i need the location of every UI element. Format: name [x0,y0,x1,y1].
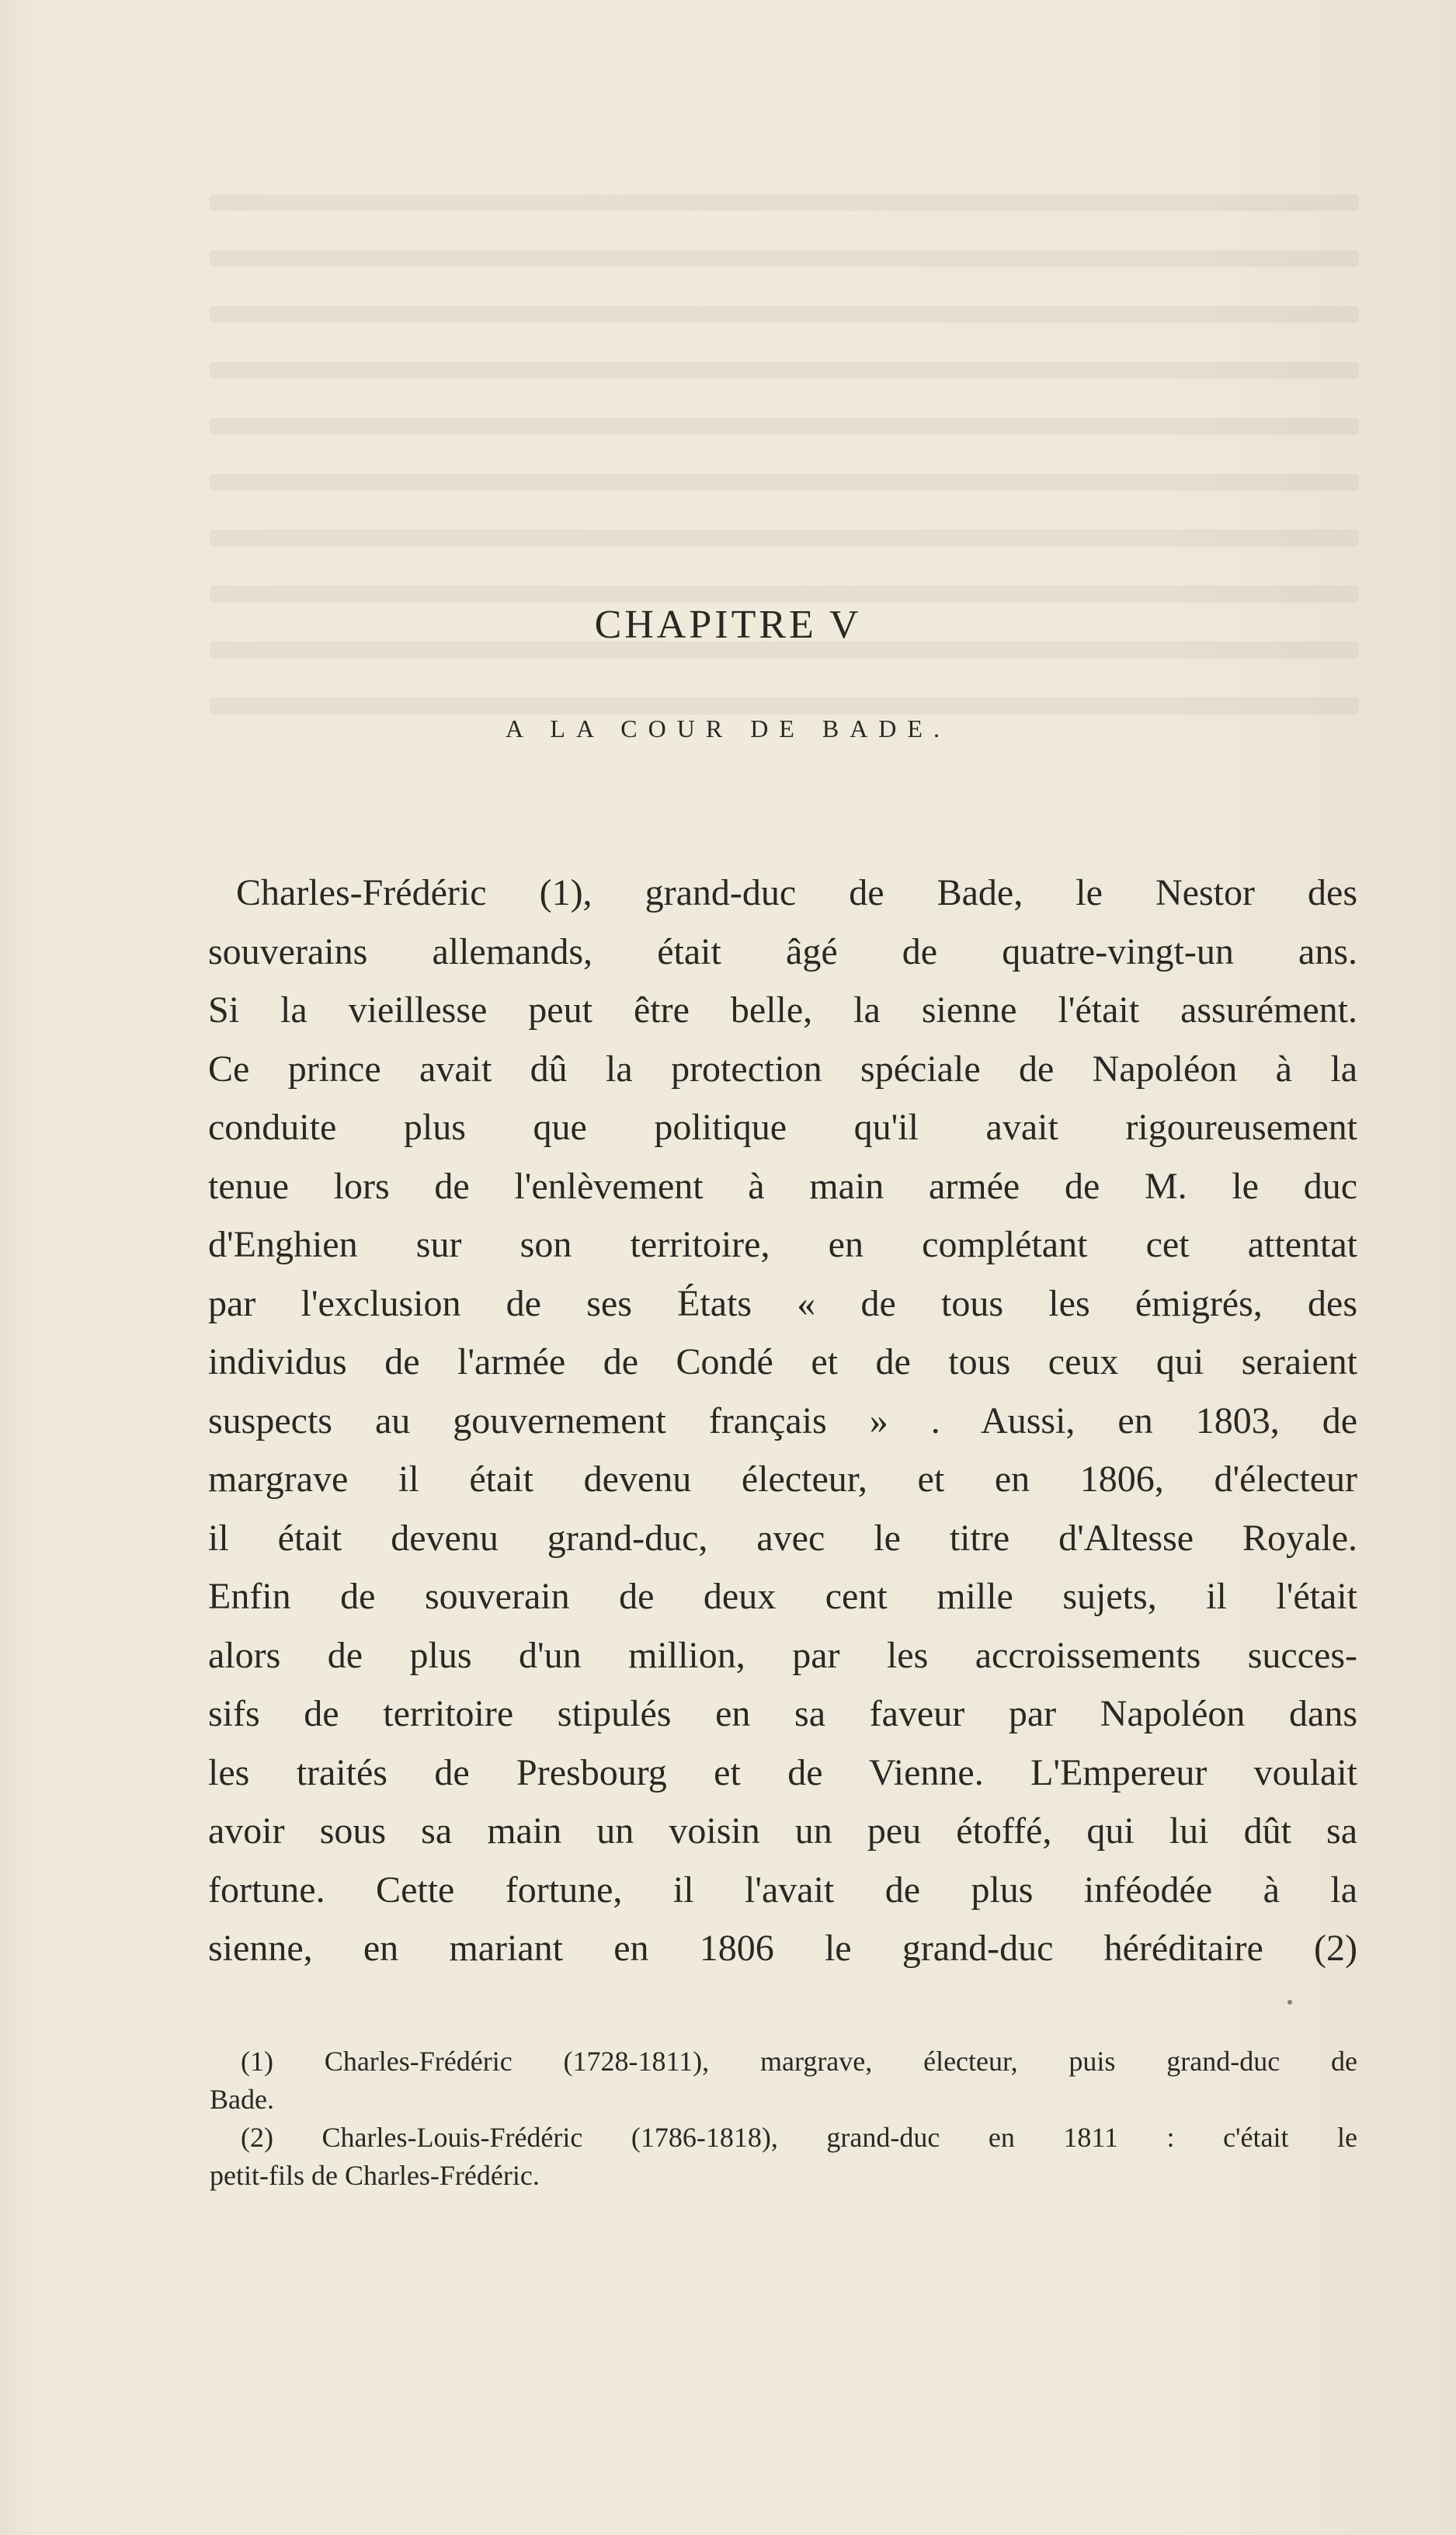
footnote-1-line: (1) Charles-Frédéric (1728-1811), margrave, électeur, puis grand-duc de [241,2046,1357,2077]
body-line: il était devenu grand-duc, avec le titre d'Altesse Royale. [208,1517,1357,1559]
body-line: par l'exclusion de ses États « de tous les émigrés, des [208,1282,1357,1324]
body-line: alors de plus d'un million, par les accroissements succes- [208,1634,1357,1676]
show-through-text [210,194,1359,784]
body-line: conduite plus que politique qu'il avait rigoureusement [208,1107,1357,1148]
footnote-1-line: Bade. [210,2084,274,2115]
footnote-2-line: petit-fils de Charles-Frédéric. [210,2160,540,2191]
chapter-title: CHAPITRE V [594,603,862,647]
body-line: tenue lors de l'enlèvement à main armée de M. le duc [208,1165,1357,1207]
body-paragraph [208,864,1357,1978]
body-line: d'Enghien sur son territoire, en complétant cet attentat [208,1224,1357,1265]
footnotes [210,2043,1357,2195]
body-line: suspects au gouvernement français » . Aussi, en 1803, de [208,1400,1357,1441]
body-line: margrave il était devenu électeur, et en 1806, d'électeur [208,1459,1357,1500]
body-line: souverains allemands, était âgé de quatre-vingt-un ans. [208,930,1357,972]
body-line: sifs de territoire stipulés en sa faveur par Napoléon dans [208,1693,1357,1734]
body-line: les traités de Presbourg et de Vienne. L'Empereur voulait [208,1751,1357,1793]
body-line: individus de l'armée de Condé et de tous ceux qui seraient [208,1341,1357,1382]
body-line: fortune. Cette fortune, il l'avait de plus inféodée à la [208,1869,1357,1911]
body-line: Ce prince avait dû la protection spéciale de Napoléon à la [208,1048,1357,1090]
body-line: avoir sous sa main un voisin un peu étoffé, qui lui dût sa [208,1810,1357,1852]
body-line: Si la vieillesse peut être belle, la sienne l'était assurément. [208,989,1357,1031]
body-line: Enfin de souverain de deux cent mille sujets, il l'était [208,1576,1357,1617]
body-line: Charles-Frédéric (1), grand-duc de Bade, le Nestor des [236,872,1357,913]
footnote-2-line: (2) Charles-Louis-Frédéric (1786-1818), grand-duc en 1811 : c'était le [241,2122,1357,2153]
ink-speck [1287,2000,1292,2005]
chapter-subtitle: A LA COUR DE BADE. [506,715,950,742]
body-line: sienne, en mariant en 1806 le grand-duc héréditaire (2) [208,1928,1357,1969]
